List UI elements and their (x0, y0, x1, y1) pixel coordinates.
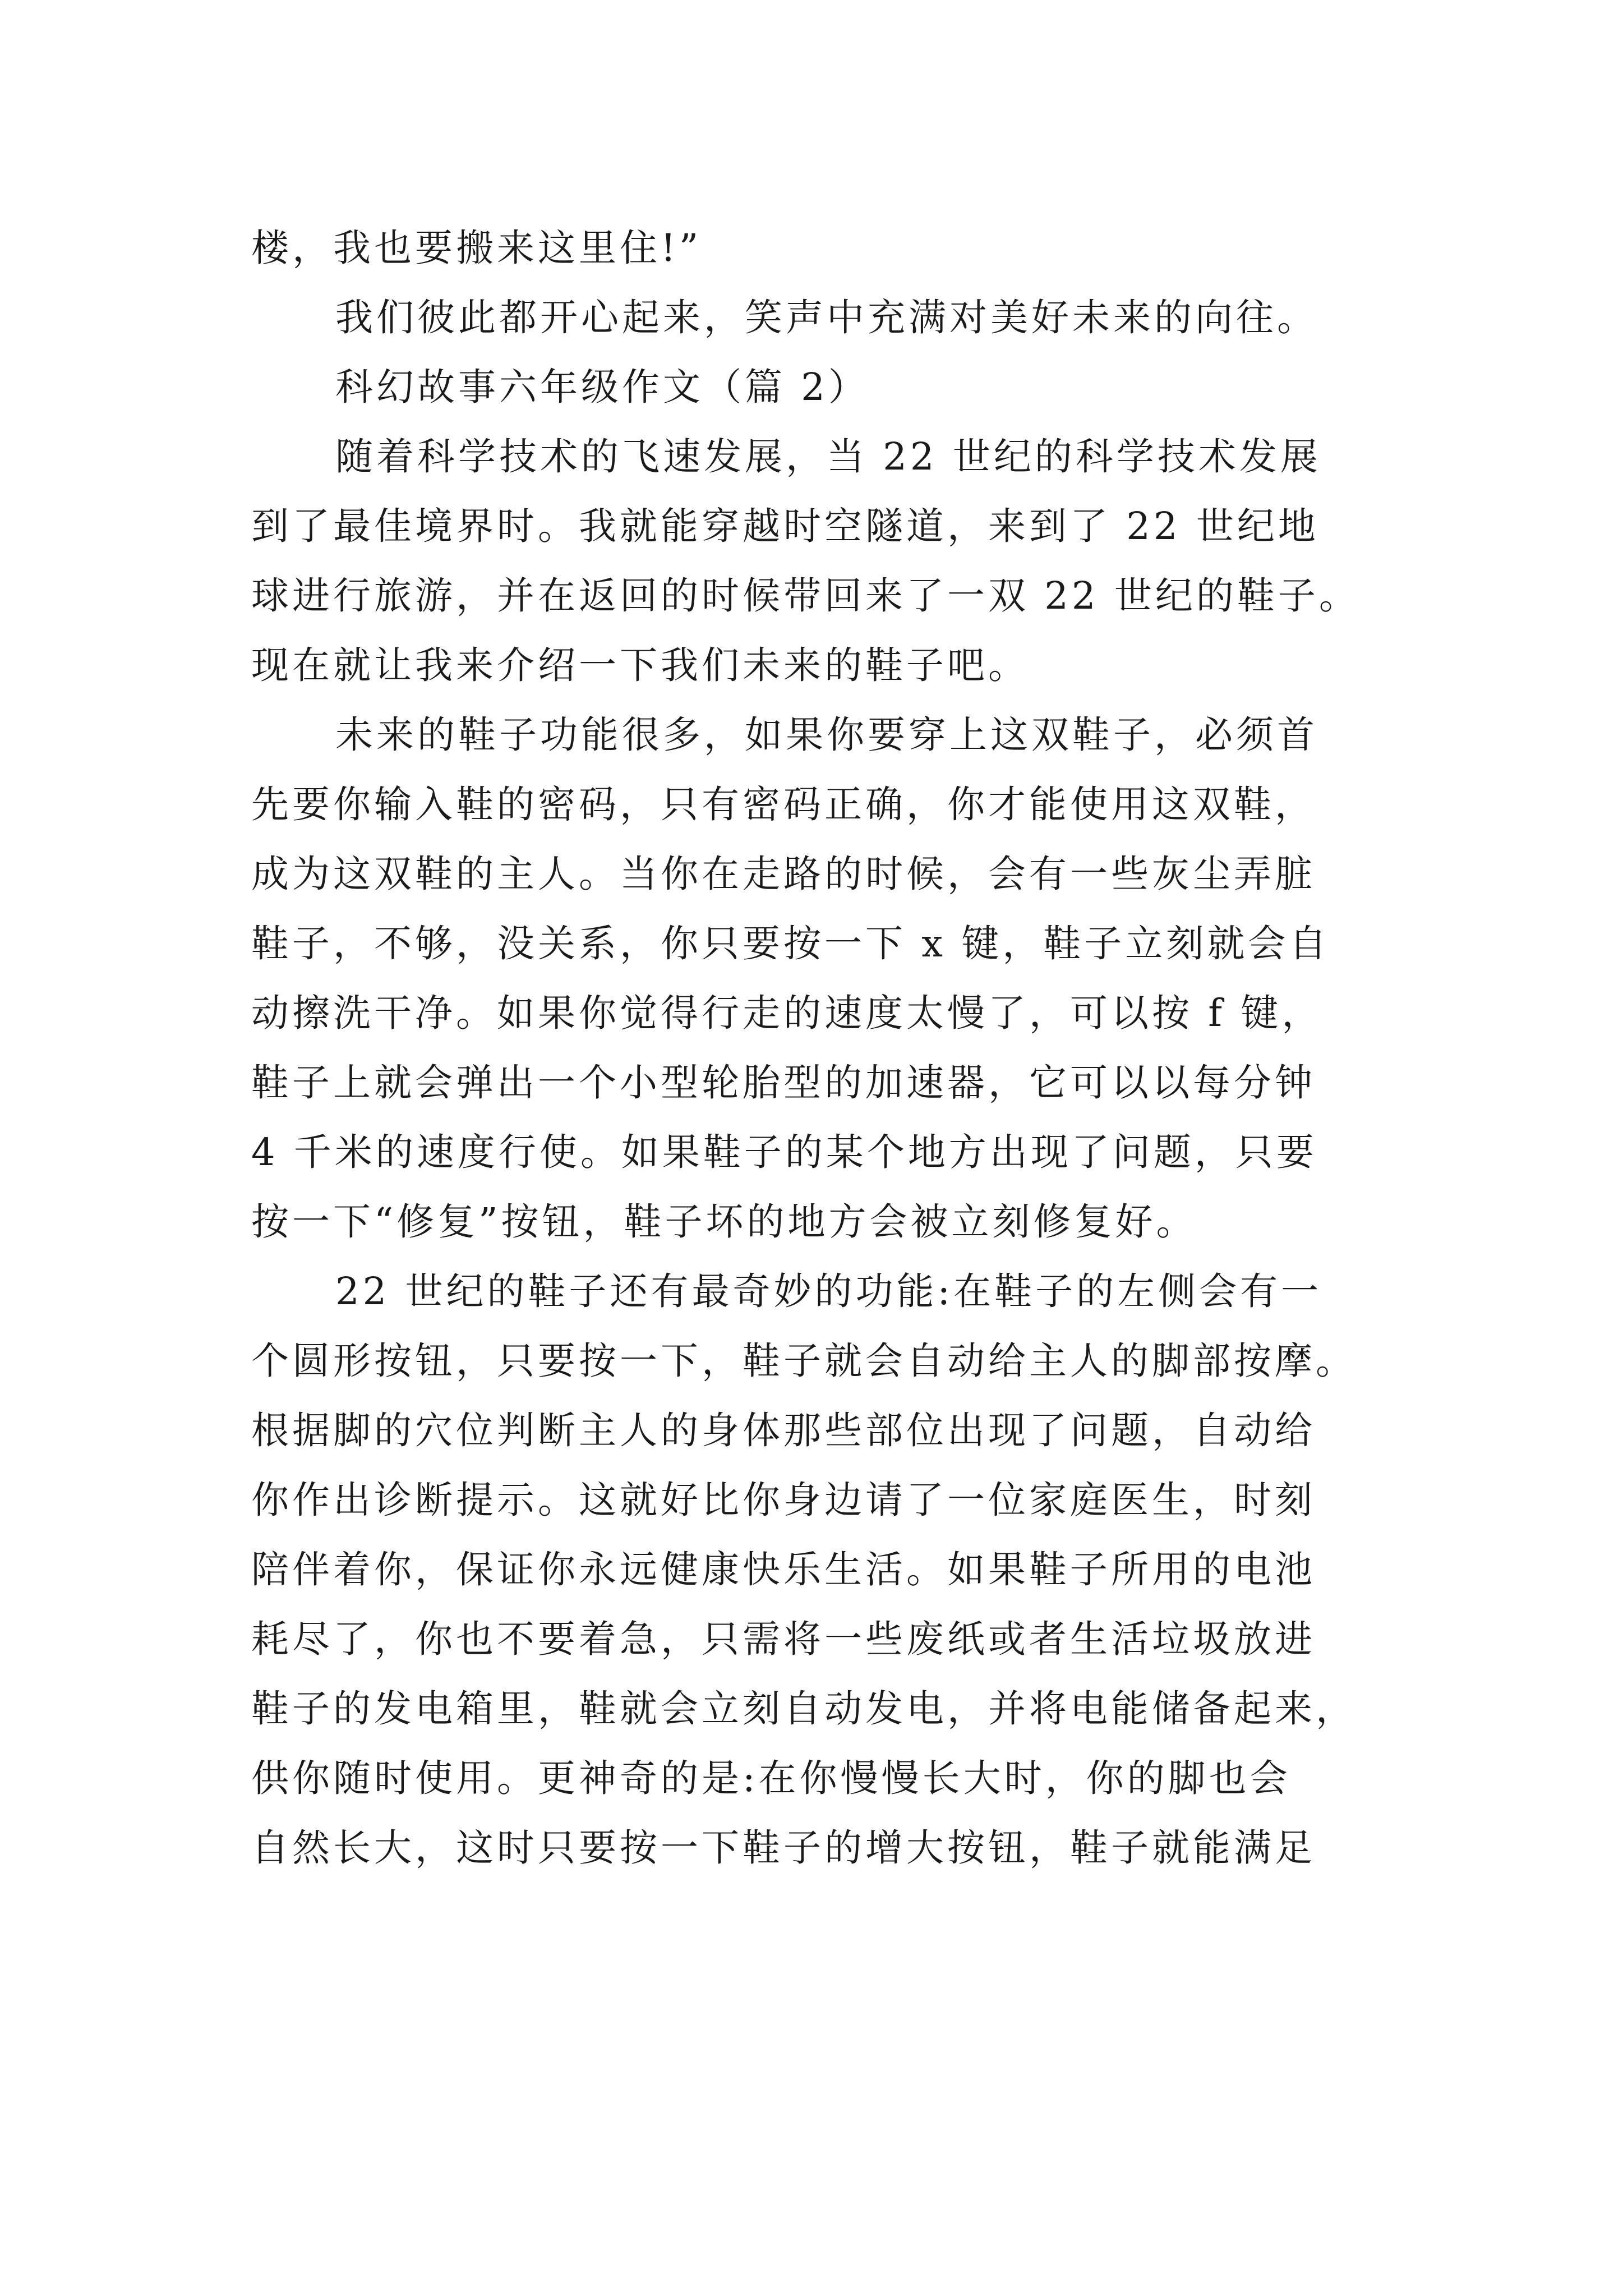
document-body (251, 213, 1373, 1883)
text-line: 成为这双鞋的主人。当你在走路的时候，会有一些灰尘弄脏 (251, 852, 1316, 896)
text-line: 你作出诊断提示。这就好比你身边请了一位家庭医生，时刻 (251, 1478, 1316, 1522)
text-line: 根据脚的穴位判断主人的身体那些部位出现了问题，自动给 (251, 1409, 1316, 1452)
text-line: 鞋子的发电箱里，鞋就会立刻自动发电，并将电能储备起来， (251, 1687, 1357, 1731)
text-line: 动擦洗干净。如果你觉得行走的速度太慢了，可以按 f 键， (251, 991, 1323, 1035)
text-line: 鞋子，不够，没关系，你只要按一下 x 键，鞋子立刻就会自 (251, 922, 1330, 965)
section-heading: 科幻故事六年级作文（篇 2） (335, 365, 869, 409)
text-line: 耗尽了，你也不要着急，只需将一些废纸或者生活垃圾放进 (251, 1617, 1316, 1661)
text-line: 先要你输入鞋的密码，只有密码正确，你才能使用这双鞋， (251, 783, 1316, 826)
text-line: 自然长大，这时只要按一下鞋子的增大按钮，鞋子就能满足 (251, 1826, 1316, 1870)
text-line: 陪伴着你，保证你永远健康快乐生活。如果鞋子所用的电池 (251, 1548, 1316, 1591)
text-line: 4 千米的速度行使。如果鞋子的某个地方出现了问题，只要 (251, 1130, 1317, 1174)
text-line: 个圆形按钮，只要按一下，鞋子就会自动给主人的脚部按摩。 (251, 1339, 1357, 1383)
text-line: 球进行旅游，并在返回的时候带回来了一双 22 世纪的鞋子。 (251, 574, 1360, 618)
text-line: 未来的鞋子功能很多，如果你要穿上这双鞋子，必须首 (335, 713, 1318, 757)
text-line: 到了最佳境界时。我就能穿越时空隧道，来到了 22 世纪地 (251, 504, 1319, 548)
text-line: 随着科学技术的飞速发展，当 22 世纪的科学技术发展 (335, 435, 1321, 478)
text-line: 22 世纪的鞋子还有最奇妙的功能:在鞋子的左侧会有一 (335, 1269, 1322, 1313)
text-line: 我们彼此都开心起来，笑声中充满对美好未来的向往。 (335, 296, 1318, 339)
text-line: 鞋子上就会弹出一个小型轮胎型的加速器，它可以以每分钟 (251, 1061, 1316, 1105)
text-line: 现在就让我来介绍一下我们未来的鞋子吧。 (251, 643, 1029, 687)
text-line: 供你随时使用。更神奇的是:在你慢慢长大时，你的脚也会 (251, 1756, 1291, 1800)
text-line: 楼，我也要搬来这里住!” (251, 226, 702, 270)
text-line: 按一下“修复”按钮，鞋子坏的地方会被立刻修复好。 (251, 1200, 1197, 1244)
